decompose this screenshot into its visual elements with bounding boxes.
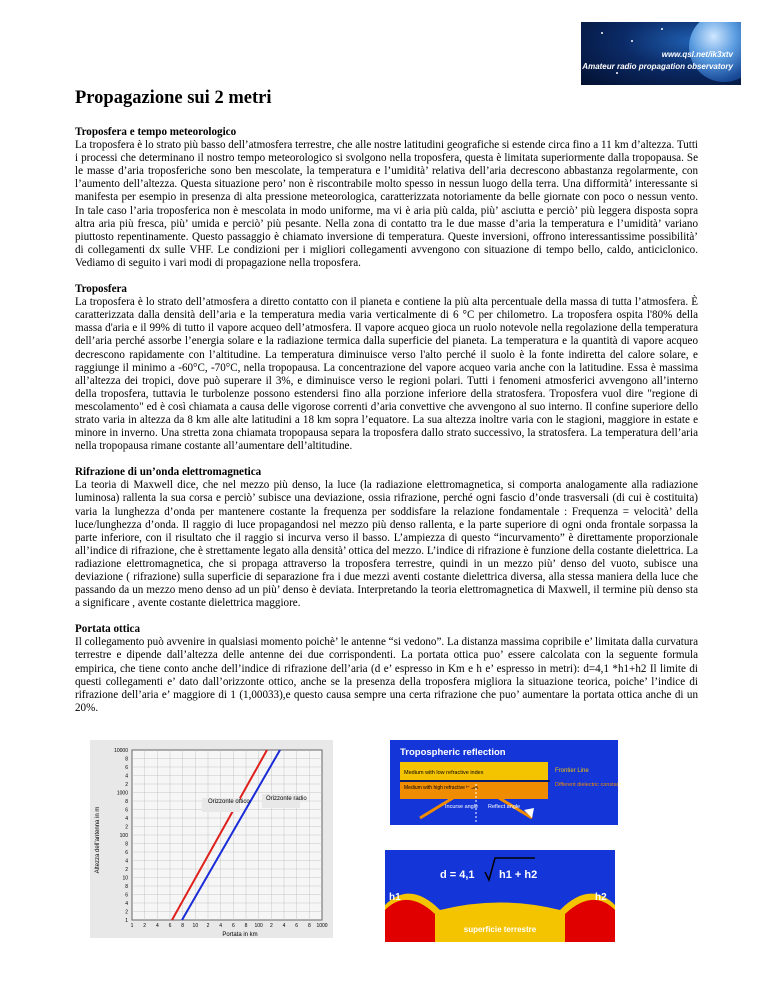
star-icon (601, 32, 603, 34)
formula-right: h1 + h2 (499, 869, 538, 881)
frontier-label: Frontier Line (555, 768, 589, 774)
star-icon (616, 72, 618, 74)
section-heading: Troposfera (75, 283, 127, 296)
x-tick-label: 10 (192, 923, 199, 929)
medium-high-label: Medium with high refractive index (404, 785, 479, 791)
x-tick-label: 8 (307, 923, 311, 929)
section-troposfera-tempo (75, 126, 698, 270)
formula-left: d = 4,1 (440, 869, 475, 881)
reflection-title: Tropospheric reflection (400, 747, 506, 758)
x-tick-label: 2 (143, 923, 147, 929)
x-tick-label: 6 (231, 923, 235, 929)
y-tick-label: 6 (125, 892, 128, 899)
y-tick-label: 8 (125, 884, 128, 890)
x-tick-label: 2 (269, 923, 273, 929)
y-tick-label: 2 (125, 782, 128, 788)
y-tick-label: 10000 (114, 748, 128, 754)
incurse-label: Incurse angle (445, 804, 479, 810)
x-tick-label: 2 (206, 923, 210, 929)
x-tick-label: 8 (244, 923, 248, 929)
tropospheric-reflection-diagram (390, 740, 618, 825)
y-tick-label: 8 (125, 799, 128, 805)
y-tick-label: 6 (125, 850, 128, 856)
h1-label: h1 (389, 892, 401, 903)
y-tick-label: 100 (119, 833, 128, 839)
header-banner (581, 22, 741, 85)
y-tick-label: 4 (125, 773, 128, 780)
section-paragraph: La troposfera è lo strato dell’atmosfera a diretto contatto con il pianeta e contiene la più alta percentuale della massa di tutta l’atmosfera. È caratterizzata dalla densità dell’aria e la temperatura media varia verticalmente di 6 °C per chilometro. La troposfera ospita l'80% della massa d'aria e il 99% di tutto il vapore acqueo dell’atmosfera. Il vapore acqueo gioca un ruolo notevole nella regolazione della temperatura dell’aria perché assorbe l’energia solare e la radiazione termica dalla superficie del pianeta. La temperatura e la quantità di vapore acqueo decrescono rapidamente con l’altitudine. La temperatura diminuisce verso l'alto perché il suolo è la fonte indiretta del calore solare, e raggiunge il minimo a -60°C, -70°C, nella tropopausa. La concentrazione del vapore acqueo varia anche con la latitudine. Essa è massima all’altezza dei tropici, dove può superare il 3%, e diminuisce verso le regioni polari. Tutti i fenomeni atmosferici avvengono all’interno della troposfera, tuttavia le turbolenze possono estendersi fino alla porzione inferiore della stratosfera. Troposfera vuol dire "regione di mescolamento" ed è così chiamata a causa delle vigorose correnti d’aria convettive che avvengono al suo interno. Il confine superiore dello strato varia in altezza da 8 km alle alte latitudini a 18 km sopra l’equatore. La sua altezza inoltre varia con le stagioni, maggiore in estate e minore in inverno. Una stretta zona chiamata tropopausa separa la troposfera dallo strato successivo, la stratosfera. La temperatura dell’aria nella tropopausa rimane costante all’aumentare dell’altitudine. (75, 296, 698, 453)
page-title: Propagazione sui 2 metri (75, 88, 272, 108)
y-tick-label: 6 (125, 807, 128, 814)
y-tick-label: 8 (125, 841, 128, 848)
chart-ylabel: Altezza dell’antenna in m (95, 806, 101, 874)
y-tick-label: 4 (125, 858, 128, 865)
y-tick-label: 1 (125, 918, 128, 924)
different-label: Different dielectric constant (555, 782, 618, 788)
section-paragraph: La troposfera è lo strato più basso dell’atmosfera terrestre, che alle nostre latitudini geografiche si estende circa fino a 11 km d’altezza. Tutti i processi che determinano il nostro tempo meteorologico si svolgono nella troposfera, questa è limitata superiormente dalla tropopausa. Se le masse d’aria troposferiche sono ben mescolate, la temperatura e l’umidità’ relativa dell’aria decrescono abbastanza regolarmente, con l’aumento dell’altezza. Questa situazione pero’ non è riscontrabile molto spesso in nessun luogo della terra. Una difformità’ interessante si manifesta per esempio in presenza di alta pressione meteorologica, caratterizzata notoriamente da belle giornate con poco o nessun vento. In tale caso l’aria troposferica non è mescolata in modo uniforme, ma vi è aria più calda, più’ asciutta e perciò’ più leggera disposta sopra altra aria più fresca, più’ umida e perciò’ più pesante. Nella zona di contatto tra le due masse d’aria la temperatura e l’umidità’ variano piuttosto repentinamente. Questo passaggio è chiamato inversione di temperatura. Queste inversioni, offrono interessantissime possibilità’ di collegamenti dx sulle VHF. Le condizioni per i migliori collegamenti avvengono con situazione di tempo bello, caldo, anticiclonico. Vediamo di seguito i vari modi di propagazione nella troposfera. (75, 139, 698, 269)
section-portata-ottica (75, 623, 698, 715)
label-optical: Orizzonte ottico (208, 799, 250, 805)
x-tick-label: 100 (254, 923, 263, 929)
y-tick-label: 6 (125, 765, 128, 771)
x-tick-label: 6 (168, 923, 172, 929)
section-heading: Troposfera e tempo meteorologico (75, 126, 237, 138)
section-paragraph: Il collegamento può avvenire in qualsiasi momento poichè’ le antenne “si vedono”. La distanza massima copribile e’ limitata dalla curvatura terrestre e dipende dall’altezza delle antenne dei due corrispondenti. La portata ottica puo’ essere calcolata con la seguente formula empirica, che tiene conto anche dell’indice di rifrazione dell’aria (d e’ espresso in Km e h e’ espresso in metri): d=4,1 *h1+h2 Il limite di questi collegamenti e’ dato dall’orizzonte ottico, anche se la presenza della troposfera migliora la situazione teorica, poiche’ l’indice di rifrazione dell’aria e’ maggiore di 1 (1,00033),e questo causa sempre una certa rifrazione che puo’ aumentare la portata ottica anche di un 20%. (75, 636, 698, 714)
y-tick-label: 2 (125, 824, 128, 831)
label-radio: Orizzonte radio (266, 796, 307, 802)
x-tick-label: 6 (295, 923, 299, 929)
section-paragraph: La teoria di Maxwell dice, che nel mezzo più denso, la luce (la radiazione elettromagnetica, si comporta analogamente alla radiazione luminosa) rallenta la sua corsa e perciò’ subisce una deviazione, ossia rifrazione, perché ogni fascio d’onde trasversali (di cui è costituita) varia la lunghezza d’onda per mantenere costante la frequenza per soddisfare la relazione fondamentale : Frequenza = velocità’ della luce/lunghezza d’onda. Il raggio di luce propagandosi nel mezzo più denso rallenta, e la parte superiore di ogni onda frontale sorpassa la parte inferiore, con il risultato che il raggio si incurva verso il basso. L’ampiezza di questo “incurvamento” è direttamente proporzionale all’indice di rifrazione, che è strettamente legato alla densità’ ottica del mezzo. L’indice di rifrazione è funzione della costante dielettrica. La radiazione elettromagnetica, che si propaga attraverso la troposfera terrestre, quindi in un mezzo più’ denso del vuoto, subisce una deviazione ( rifrazione) sulla superficie di separazione fra i due mezzi aventi costante dielettrica diversa, alla stessa maniera della luce che passando da un mezzo meno denso ad un più’ denso è deviata. Interpretando la teoria elettromagnetica di Maxwell, il termine più denso sta a significare , avente costante dielettrica maggiore. (75, 479, 698, 610)
reflect-label: Reflect angle (488, 804, 521, 810)
medium-low-label: Medium with low refractive index (404, 770, 484, 776)
section-heading: Rifrazione di un’onda elettromagnetica (75, 466, 262, 479)
range-nomogram (90, 740, 333, 938)
star-icon (631, 40, 633, 42)
y-tick-label: 10 (122, 875, 128, 882)
banner-tagline: Amateur radio propagation observatory (582, 62, 733, 71)
h2-label: h2 (595, 892, 607, 903)
x-tick-label: 1 (130, 923, 134, 929)
y-tick-label: 4 (125, 816, 128, 822)
x-tick-label: 1000 (316, 923, 328, 929)
section-troposfera (75, 283, 698, 453)
formula-diagram (385, 850, 615, 942)
y-tick-label: 4 (125, 901, 128, 907)
banner-url: www.qsl.net/ik3xtv (661, 50, 733, 59)
x-tick-label: 4 (282, 923, 286, 929)
y-tick-label: 1000 (116, 790, 128, 797)
y-tick-label: 8 (125, 756, 128, 763)
x-tick-label: 4 (155, 923, 159, 929)
article-body (75, 126, 698, 728)
star-icon (661, 28, 663, 30)
chart-xlabel: Portata in km (222, 932, 258, 938)
surface-label: superficie terrestre (463, 925, 537, 934)
section-heading: Portata ottica (75, 623, 140, 636)
x-tick-label: 8 (181, 923, 185, 929)
section-rifrazione (75, 466, 698, 610)
y-tick-label: 2 (125, 909, 128, 916)
y-tick-label: 2 (125, 867, 128, 873)
x-tick-label: 4 (219, 923, 223, 929)
